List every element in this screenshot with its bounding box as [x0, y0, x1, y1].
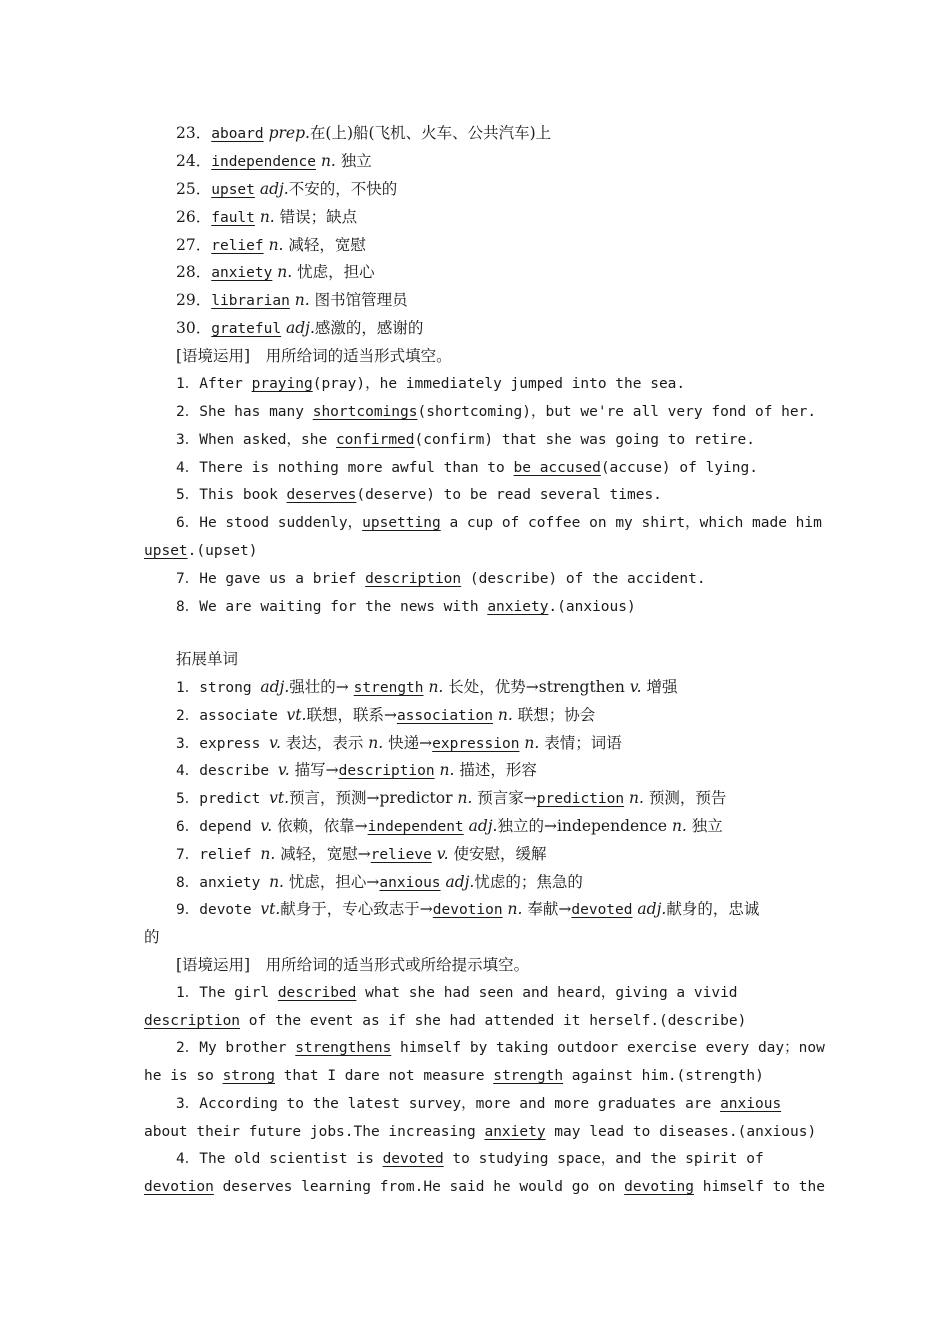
- exercise-line: about their future jobs.The increasing anxiety may lead to diseases.(anxious): [144, 1124, 817, 1140]
- exercise-line: 8．We are waiting for the news with anxiety.(anxious): [176, 599, 636, 615]
- exercise-line: description of the event as if she had attended it herself.(describe): [144, 1013, 747, 1029]
- section-heading: [语境运用] 用所给词的适当形式填空。: [176, 347, 452, 365]
- section-heading: [语境运用] 用所给词的适当形式或所给提示填空。: [176, 956, 530, 974]
- exercise-line: he is so strong that I dare not measure strength against him.(strength): [144, 1068, 764, 1084]
- exercise-line: 7．He gave us a brief description (describe) of the accident.: [176, 571, 706, 587]
- exercise-line: 5．This book deserves(deserve) to be read several times.: [176, 487, 662, 503]
- vocab-item: 30．grateful adj.感激的，感谢的: [176, 319, 424, 337]
- exercise-line: 1．After praying(pray)，he immediately jumped into the sea.: [176, 376, 686, 392]
- exercise-line: 3．According to the latest survey，more and more graduates are anxious: [176, 1096, 782, 1112]
- word-family-item: 8．anxiety n. 忧虑，担心→anxious adj.忧虑的；焦急的: [176, 873, 583, 891]
- exercise-line: 2．She has many shortcomings(shortcoming)，but we're all very fond of her.: [176, 404, 817, 420]
- word-family-item: 5．predict vt.预言，预测→predictor n. 预言家→prediction n. 预测，预告: [176, 789, 727, 807]
- vocab-item: 29．librarian n. 图书馆管理员: [176, 291, 408, 309]
- vocab-item: 23．aboard prep.在(上)船(飞机、火车、公共汽车)上: [176, 124, 552, 142]
- exercise-line: 3．When asked，she confirmed(confirm) that she was going to retire.: [176, 432, 755, 448]
- vocab-item: 26．fault n. 错误；缺点: [176, 208, 358, 226]
- exercise-line: 4．The old scientist is devoted to studying space，and the spirit of: [176, 1151, 764, 1167]
- vocab-item: 28．anxiety n. 忧虑，担心: [176, 263, 375, 281]
- exercise-line: 2．My brother strengthens himself by taking outdoor exercise every day；now: [176, 1040, 825, 1056]
- word-family-item: 4．describe v. 描写→description n. 描述，形容: [176, 761, 537, 779]
- word-family-item: 3．express v. 表达，表示 n. 快递→expression n. 表情；词语: [176, 734, 622, 752]
- word-family-item: 9．devote vt.献身于，专心致志于→devotion n. 奉献→devoted adj.献身的，忠诚: [176, 900, 760, 918]
- word-family-item: 6．depend v. 依赖，依靠→independent adj.独立的→independence n. 独立: [176, 817, 723, 835]
- exercise-line: upset.(upset): [144, 543, 258, 559]
- exercise-line: 4．There is nothing more awful than to be accused(accuse) of lying.: [176, 460, 758, 476]
- word-family-item: 2．associate vt.联想，联系→association n. 联想；协会: [176, 706, 596, 724]
- word-family-wrap: 的: [144, 928, 160, 946]
- vocab-item: 25．upset adj.不安的，不快的: [176, 180, 398, 198]
- section-heading: 拓展单词: [176, 650, 239, 668]
- vocab-item: 27．relief n. 减轻，宽慰: [176, 236, 366, 254]
- word-family-item: 7．relief n. 减轻，宽慰→relieve v. 使安慰，缓解: [176, 845, 547, 863]
- exercise-line: devotion deserves learning from.He said he would go on devoting himself to the: [144, 1179, 825, 1195]
- exercise-line: 1．The girl described what she had seen and heard，giving a vivid: [176, 985, 738, 1001]
- word-family-item: 1．strong adj.强壮的→ strength n. 长处，优势→strengthen v. 增强: [176, 678, 678, 696]
- exercise-line: 6．He stood suddenly，upsetting a cup of coffee on my shirt，which made him: [176, 515, 822, 531]
- vocab-item: 24．independence n. 独立: [176, 152, 372, 170]
